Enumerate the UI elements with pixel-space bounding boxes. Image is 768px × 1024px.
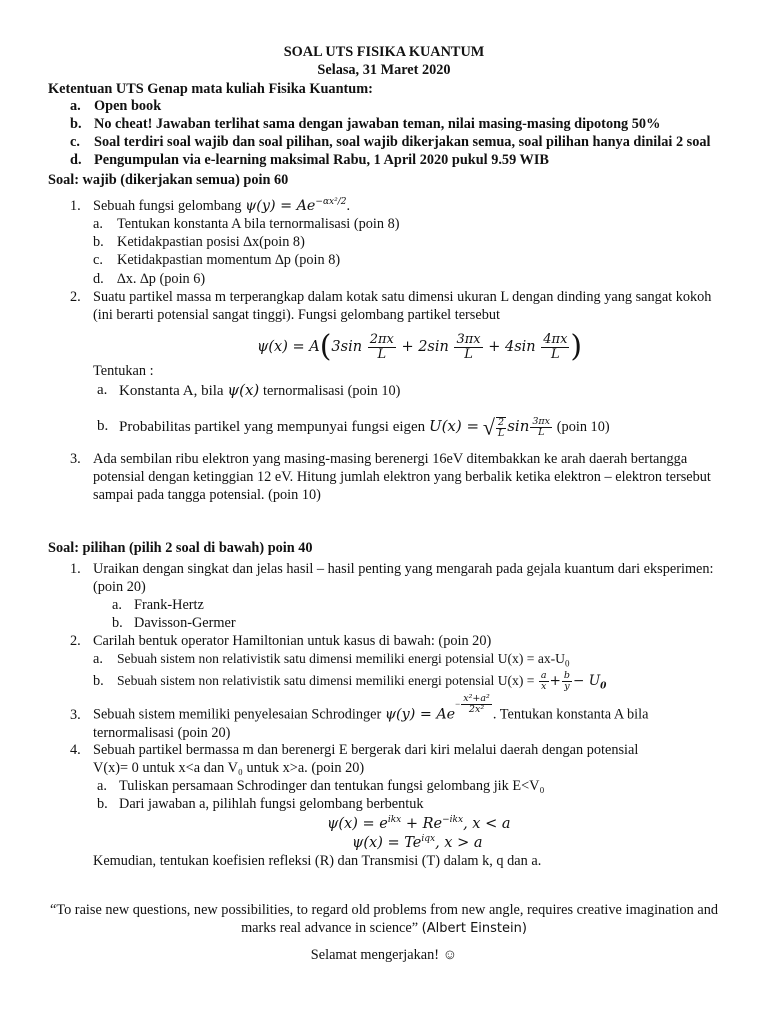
sub-marker: b. bbox=[112, 615, 123, 631]
question-text: V(x)= 0 untuk x<a dan V₀ untuk x>a. (poin 20) bbox=[93, 760, 365, 776]
question-text: Suatu partikel massa m terperangkap dalam kotak satu dimensi ukuran L dengan dinding yang sangat kokoh bbox=[93, 289, 712, 305]
rules-heading: Ketentuan UTS Genap mata kuliah Fisika Kuantum: bbox=[48, 81, 373, 97]
question-text: Carilah bentuk operator Hamiltonian untuk kasus di bawah: (poin 20) bbox=[93, 633, 492, 649]
sub-text: Davisson-Germer bbox=[134, 615, 236, 631]
question-number: 1. bbox=[70, 561, 81, 577]
sub-marker: b. bbox=[97, 796, 108, 812]
sub-text: Probabilitas partikel yang mempunyai fungsi eigen U(x) = √ $\frac{2}{L}$ sin $\frac{3\pi x}{L}$ (poin 10) bbox=[119, 409, 610, 445]
sub-marker: a. bbox=[93, 216, 103, 232]
rule-text: Soal terdiri soal wajib dan soal pilihan, soal wajib dikerjakan semua, soal pilihan hanya dinilai 2 soal bbox=[94, 134, 711, 150]
question-text: ternormalisasi (poin 20) bbox=[93, 725, 231, 741]
question-text: (ini berarti potensial sangat tinggi). Fungsi gelombang partikel tersebut bbox=[93, 307, 500, 323]
sub-marker: b. bbox=[93, 673, 104, 689]
wave-function: ψ(y) = Ae bbox=[245, 198, 316, 214]
question-number: 1. bbox=[70, 198, 81, 214]
sub-text: Tentukan konstanta A bila ternormalisasi (poin 8) bbox=[117, 216, 400, 232]
rule-marker: b. bbox=[70, 116, 82, 132]
rule-text: No cheat! Jawaban terlihat sama dengan jawaban teman, nilai masing-masing dipotong 50% bbox=[94, 116, 661, 132]
rule-marker: d. bbox=[70, 152, 82, 168]
exam-date: Selasa, 31 Maret 2020 bbox=[317, 62, 451, 78]
equation-psi-right: $\psi(x) = Te^{iqx}$, x > a bbox=[352, 834, 483, 851]
sub-text: Dari jawaban a, pilihlah fungsi gelombang berbentuk bbox=[119, 796, 424, 812]
question-number: 2. bbox=[70, 289, 81, 305]
sub-marker: a. bbox=[97, 778, 107, 794]
rule-marker: c. bbox=[70, 134, 80, 150]
quote-line: marks real advance in science” (Albert Einstein) bbox=[241, 920, 527, 936]
sub-text: Konstanta A, bila ψ(x) ternormalisasi (poin 10) bbox=[119, 381, 401, 399]
equation-psi-box: ψ(x) = A(3sin $\frac{2\pi x}{L}$ + 2sin $\frac{3\pi x}{L}$ + 4sin $\frac{4\pi x}{L}$ ) bbox=[257, 329, 583, 364]
quote-line: “To raise new questions, new possibilities, to regard old problems from new angle, requires creative imagination and bbox=[50, 902, 718, 918]
question-number: 2. bbox=[70, 633, 81, 649]
sub-marker: a. bbox=[93, 651, 103, 667]
sub-text: Ketidakpastian posisi ∆x(poin 8) bbox=[117, 234, 305, 250]
question-text: sampai pada tangga potensial. (poin 10) bbox=[93, 487, 321, 503]
question-text: potensial dengan ketinggian 12 eV. Hitung jumlah elektron yang berbalik ketika elektron – elektron tersebut bbox=[93, 469, 711, 485]
question-text: Sebuah fungsi gelombang $\psi(y) = Ae^{-\alpha x^2/2}$. bbox=[93, 197, 351, 214]
sub-text: Ketidakpastian momentum ∆p (poin 8) bbox=[117, 252, 341, 268]
sub-marker: c. bbox=[93, 252, 103, 268]
question-text: Kemudian, tentukan koefisien refleksi (R) dan Transmisi (T) dalam k, q dan a. bbox=[93, 853, 542, 869]
section-heading-pilihan: Soal: pilihan (pilih 2 soal di bawah) poin 40 bbox=[48, 540, 313, 556]
sub-marker: a. bbox=[97, 382, 108, 398]
equation-psi-left: $\psi(x) = e^{ikx} + Re^{-ikx}$, x < a bbox=[327, 815, 511, 832]
sub-text: Tuliskan persamaan Schrodinger dan tentukan fungsi gelombang jik E<V₀ bbox=[119, 778, 545, 794]
question-text: Sebuah partikel bermassa m dan berenergi E bergerak dari kiri melalui daerah dengan potensial bbox=[93, 742, 639, 758]
sqrt-symbol: √ $\frac{2}{L}$ bbox=[482, 414, 505, 440]
question-text: Ada sembilan ribu elektron yang masing-masing berenergi 16eV ditembakkan ke arah daerah bertangga bbox=[93, 451, 688, 467]
rule-marker: a. bbox=[70, 98, 81, 114]
sub-text: Sebuah sistem non relativistik satu dimensi memiliki energi potensial $U(x) = ax-U_0$ bbox=[117, 651, 570, 669]
page-title: SOAL UTS FISIKA KUANTUM bbox=[283, 44, 485, 60]
question-number: 3. bbox=[70, 451, 81, 467]
sub-text: Frank-Hertz bbox=[134, 597, 204, 613]
question-text: Sebuah sistem memiliki penyelesaian Schrodinger $\psi(y) = Ae^{- \frac{\text{x²+a²}}{\text{2x²}}}$ . Tentukan konstanta A bila bbox=[93, 693, 649, 723]
tentukan-label: Tentukan : bbox=[93, 363, 154, 379]
question-text: Uraikan dengan singkat dan jelas hasil – hasil penting yang mengarah pada gejala kuantum dari eksperimen: bbox=[93, 561, 714, 577]
rule-text: Open book bbox=[94, 98, 162, 114]
question-number: 3. bbox=[70, 707, 81, 723]
question-text: (poin 20) bbox=[93, 579, 146, 595]
closing-text: Selamat mengerjakan! ☺ bbox=[310, 947, 458, 963]
sub-marker: b. bbox=[97, 418, 109, 434]
sub-marker: a. bbox=[112, 597, 122, 613]
question-number: 4. bbox=[70, 742, 81, 758]
rule-text: Pengumpulan via e-learning maksimal Rabu, 1 April 2020 pukul 9.59 WIB bbox=[94, 152, 549, 168]
smiley-icon: ☺ bbox=[442, 947, 458, 963]
sub-text: Sebuah sistem non relativistik satu dimensi memiliki energi potensial U(x) = $\frac{a}{x}$ + $\frac{b}{y}$ − $U_0$ bbox=[117, 670, 607, 693]
sub-marker: d. bbox=[93, 271, 104, 287]
section-heading-wajib: Soal: wajib (dikerjakan semua) poin 60 bbox=[48, 172, 289, 188]
sub-text: ∆x. ∆p (poin 6) bbox=[117, 271, 206, 287]
sub-marker: b. bbox=[93, 234, 104, 250]
